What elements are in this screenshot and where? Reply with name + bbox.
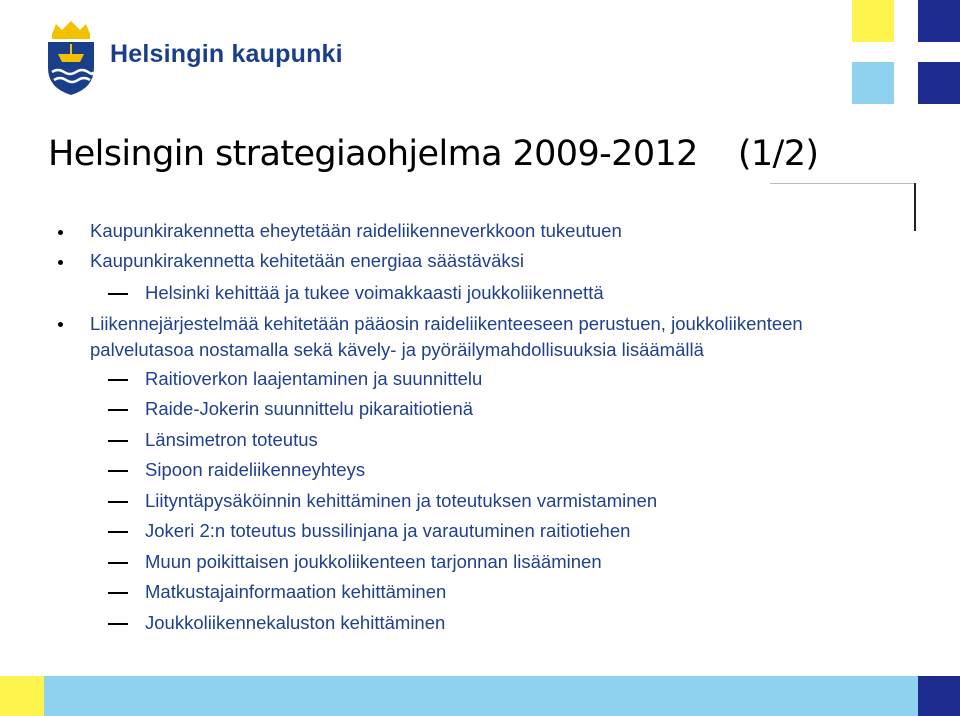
dash-icon <box>108 562 128 564</box>
deco-square-dark-blue <box>918 0 960 42</box>
dash-icon <box>108 531 128 533</box>
list-item: Sipoon raideliikenneyhteys <box>145 459 366 480</box>
dash-icon <box>108 293 128 295</box>
dash-icon <box>108 379 128 381</box>
slide-title <box>48 134 818 174</box>
list-item: Helsinki kehittää ja tukee voimakkaasti joukkoliikennettä <box>145 282 604 303</box>
list-item: Joukkoliikennekaluston kehittäminen <box>145 612 446 633</box>
list-item: Raitioverkon laajentaminen ja suunnittelu <box>145 368 483 389</box>
footer-square-dark-blue <box>918 676 960 716</box>
list-item: Kaupunkirakennetta eheytetään raideliikenneverkkoon tukeutuen <box>90 220 622 241</box>
bullet-icon <box>58 314 68 324</box>
bullet-icon <box>58 252 68 262</box>
deco-square-yellow <box>852 0 894 42</box>
list-item: Länsimetron toteutus <box>145 429 318 450</box>
title-divider-horizontal <box>770 183 916 184</box>
dash-icon <box>108 623 128 625</box>
dash-icon <box>108 440 128 442</box>
list-item: Liikennejärjestelmää kehitetään pääosin raideliikenteeseen perustuen, joukkoliikenteen <box>90 313 803 334</box>
list-item-continuation: palvelutasoa nostamalla sekä kävely- ja pyöräilymahdollisuuksia lisäämällä <box>90 339 704 360</box>
footer-square-yellow <box>0 676 44 716</box>
dash-icon <box>108 592 128 594</box>
list-item: Jokeri 2:n toteutus bussilinjana ja varautuminen raitiotiehen <box>145 520 631 541</box>
dash-icon <box>108 470 128 472</box>
logo-text: Helsingin kaupunki <box>110 40 343 68</box>
list-item: Liityntäpysäköinnin kehittäminen ja toteutuksen varmistaminen <box>145 490 658 511</box>
title-page-indicator: (1/2) <box>737 134 819 174</box>
deco-square-light-blue <box>852 62 894 104</box>
list-item: Muun poikittaisen joukkoliikenteen tarjonnan lisääminen <box>145 551 602 572</box>
list-item: Raide-Jokerin suunnittelu pikaraitiotienä <box>145 398 474 419</box>
footer-band-light-blue <box>44 676 918 716</box>
list-item: Kaupunkirakennetta kehitetään energiaa säästäväksi <box>90 250 525 271</box>
title-main: Helsingin strategiaohjelma 2009-2012 <box>48 134 698 174</box>
dash-icon <box>108 501 128 503</box>
logo <box>38 18 343 100</box>
bullet-icon <box>58 222 68 232</box>
list-item: Matkustajainformaation kehittäminen <box>145 581 447 602</box>
deco-square-dark-blue-2 <box>918 62 960 104</box>
helsinki-crest-icon <box>44 20 98 96</box>
title-divider-vertical <box>914 183 916 231</box>
footer-bar <box>0 676 960 716</box>
dash-icon <box>108 409 128 411</box>
